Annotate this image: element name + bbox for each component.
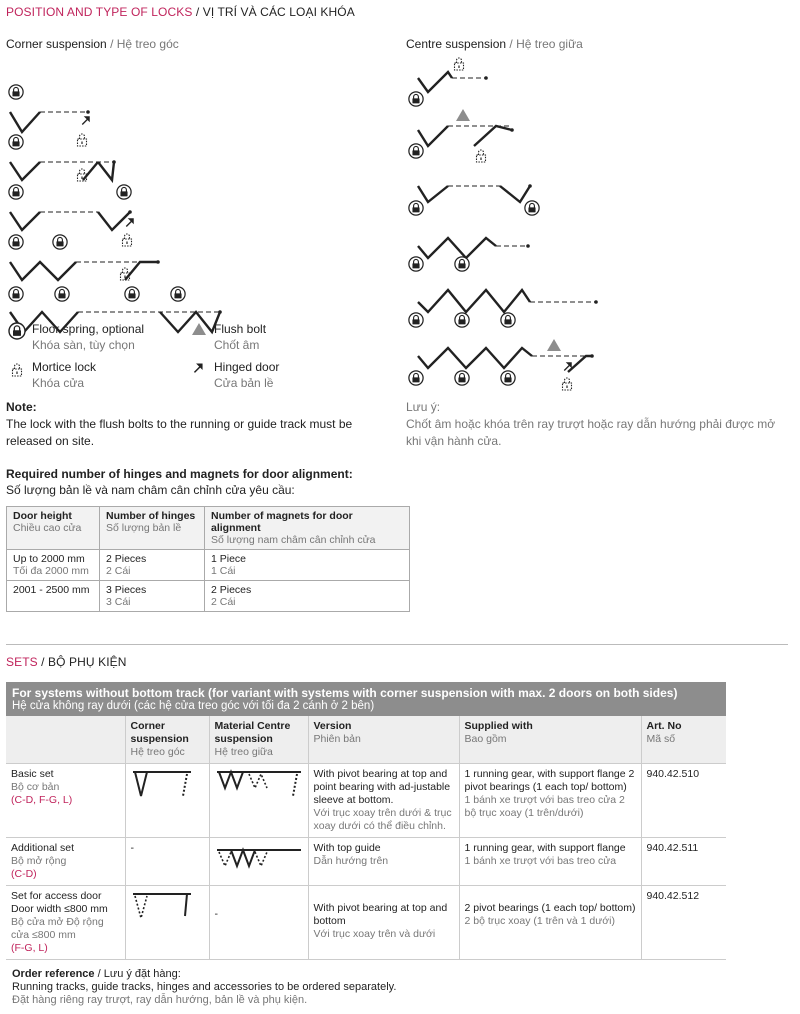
section-title-en: POSITION AND TYPE OF LOCKS — [6, 5, 193, 19]
col-centre: Material Centre suspension Hệ treo giữa — [209, 716, 308, 764]
sets-bar — [6, 682, 726, 716]
legend-floor-spring — [32, 321, 144, 353]
mortice-lock-icon — [474, 148, 488, 164]
legend-hinged-door — [214, 359, 279, 391]
note-title-en: Note: — [6, 400, 37, 414]
mortice-lock-icon — [452, 56, 466, 72]
note-text-en-2: released on site. — [6, 434, 95, 448]
note-text-en-1: The lock with the flush bolts to the running or guide track must be — [6, 417, 353, 431]
flush-bolt-icon — [546, 338, 562, 352]
legend-flush-en: Flush bolt — [214, 322, 267, 336]
order-title-vn: / Lưu ý đặt hàng: — [94, 968, 181, 980]
hinges-title — [6, 466, 353, 498]
padlock-icon — [500, 370, 516, 386]
sets-bar-en: For systems without bottom track (for variant with systems with corner suspension with max. 2 doors on both sides) — [12, 686, 678, 700]
padlock-icon — [54, 286, 70, 302]
sets-table-container — [6, 682, 726, 960]
padlock-icon — [408, 91, 424, 107]
col-corner: Corner suspension Hệ treo góc — [125, 716, 209, 764]
corner-suspension-diagrams — [0, 50, 400, 310]
padlock-icon — [8, 134, 24, 150]
note-text-vn-2: khi vận hành cửa. — [406, 434, 502, 448]
flush-bolt-icon — [191, 322, 207, 336]
legend-mortice-lock — [32, 359, 96, 391]
sets-header-row — [6, 716, 726, 764]
padlock-icon — [52, 234, 68, 250]
section-title-sets — [6, 655, 127, 669]
col-art: Art. No Mã số — [641, 716, 726, 764]
padlock-icon — [408, 312, 424, 328]
mortice-lock-icon — [75, 167, 89, 183]
sets-table — [6, 716, 726, 960]
legend-floor-en: Floor spring, optional — [32, 322, 145, 336]
table-row: Up to 2000 mm Tối đa 2000 mm 2 Pieces 2 Cái 1 Piece 1 Cái — [7, 550, 410, 581]
hinged-door-arrow-icon — [80, 114, 92, 126]
section-divider — [6, 644, 788, 645]
order-title-en: Order reference — [12, 968, 95, 980]
flush-bolt-icon — [455, 108, 471, 122]
table-header-row — [7, 507, 410, 550]
centre-title-en: Centre suspension — [406, 37, 507, 51]
padlock-icon — [524, 200, 540, 216]
legend-flush-vn: Chốt âm — [214, 338, 260, 352]
section-title-locks — [6, 5, 355, 19]
padlock-icon — [8, 184, 24, 200]
art-no: 940.42.511 — [641, 838, 726, 886]
sets-title-vn: / BỘ PHỤ KIỆN — [37, 655, 127, 669]
hinged-door-arrow-icon — [562, 360, 574, 372]
centre-suspension-title — [406, 37, 583, 51]
hinged-door-icon — [192, 361, 205, 374]
corner-basic-set-icon — [131, 768, 195, 802]
legend-mortice-vn: Khóa cửa — [32, 376, 85, 390]
mortice-lock-icon — [560, 376, 574, 392]
corner-access-set-icon — [131, 890, 195, 924]
note-text-vn-1: Chốt âm hoặc khóa trên ray trượt hoặc ray dẫn hướng phải được mở — [406, 417, 776, 431]
col-supplied: Supplied with Bao gồm — [459, 716, 641, 764]
corner-suspension-title — [6, 37, 179, 51]
header-hinges: Number of hinges Số lượng bản lề — [100, 507, 205, 550]
padlock-icon — [170, 286, 186, 302]
padlock-icon — [454, 370, 470, 386]
legend-hinged-en: Hinged door — [214, 360, 280, 374]
art-no: 940.42.510 — [641, 764, 726, 838]
note-vn — [406, 399, 775, 450]
legend-hinged-vn: Cửa bản lề — [214, 376, 274, 390]
mortice-lock-icon — [75, 132, 89, 148]
header-door-height: Door height Chiều cao cửa — [7, 507, 100, 550]
centre-basic-set-icon — [215, 768, 303, 802]
corner-title-en: Corner suspension — [6, 37, 107, 51]
padlock-icon — [500, 312, 516, 328]
legend-floor-vn: Khóa sàn, tùy chọn — [32, 338, 135, 352]
corner-title-vn: / Hệ treo góc — [106, 37, 179, 51]
table-row: Additional set Bộ mở rộng (C-D) - With top guide Dẫn hướng trên 1 running gear, with support flange 1 bánh xe trượt với bas treo cửa 940.42.511 — [6, 838, 726, 886]
order-text-vn: Đặt hàng riêng ray trượt, ray dẫn hướng, bản lề và phụ kiện. — [12, 994, 308, 1006]
padlock-icon — [408, 200, 424, 216]
table-row: 2001 - 2500 mm 3 Pieces 3 Cái 2 Pieces 2 Cái — [7, 581, 410, 612]
centre-title-vn: / Hệ treo giữa — [506, 37, 583, 51]
hinges-title-vn: Số lượng bản lề và nam châm cân chỉnh cửa yêu cầu: — [6, 483, 295, 497]
floor-spring-icon — [8, 322, 26, 340]
section-title-vn: / VỊ TRÍ VÀ CÁC LOẠI KHÓA — [192, 5, 355, 19]
centre-additional-set-icon — [215, 842, 303, 870]
padlock-icon — [454, 312, 470, 328]
hinged-door-arrow-icon — [124, 216, 136, 228]
header-magnets: Number of magnets for door alignment Số lượng nam châm cân chỉnh cửa — [205, 507, 410, 550]
order-reference — [12, 968, 396, 1007]
padlock-icon — [408, 256, 424, 272]
sets-title-en: SETS — [6, 655, 38, 669]
col-version: Version Phiên bản — [308, 716, 459, 764]
padlock-icon — [8, 84, 24, 100]
legend-mortice-en: Mortice lock — [32, 360, 97, 374]
legend-flush-bolt — [214, 321, 266, 353]
centre-suspension-diagrams — [400, 50, 800, 390]
mortice-lock-icon — [118, 266, 132, 282]
table-row: Basic set Bộ cơ bản (C-D, F-G, L) With pivot bearing at top and point bearing with ad-justable sleeve at bottom. Với trục xoay trên dưới & trục xoay dưới có thể điều chỉnh. 1 running gear, with support flange 2 pivot bearings (1 each top/ bottom) 1 bánh xe trượt với bas treo cửa 2 bộ trục xoay (1 trên/dưới) 940.42.510 — [6, 764, 726, 838]
table-row: Set for access door Door width ≤800 mm Bộ cửa mở Độ rộng cửa ≤800 mm (F-G, L) - With pivot bearing at top and bottom Với trục xoay trên và dưới 2 pivot bearings (1 each top/ bottom) 2 bộ trục xoay (1 trên và 1 dưới) 940.42.512 — [6, 886, 726, 960]
padlock-icon — [408, 370, 424, 386]
padlock-icon — [454, 256, 470, 272]
padlock-icon — [408, 143, 424, 159]
mortice-lock-icon — [120, 232, 134, 248]
padlock-icon — [8, 234, 24, 250]
padlock-icon — [124, 286, 140, 302]
hinges-title-en: Required number of hinges and magnets for door alignment: — [6, 467, 353, 481]
art-no: 940.42.512 — [641, 886, 726, 960]
note-title-vn: Lưu ý: — [406, 400, 441, 414]
padlock-icon — [116, 184, 132, 200]
sets-bar-vn: Hệ cửa không ray dưới (các hệ cửa treo góc với tối đa 2 cánh ở 2 bên) — [12, 700, 375, 712]
hinges-table — [6, 506, 410, 612]
note-en — [6, 399, 352, 450]
padlock-icon — [8, 286, 24, 302]
order-text-en: Running tracks, guide tracks, hinges and accessories to be ordered separately. — [12, 981, 397, 993]
mortice-lock-icon — [10, 362, 24, 378]
